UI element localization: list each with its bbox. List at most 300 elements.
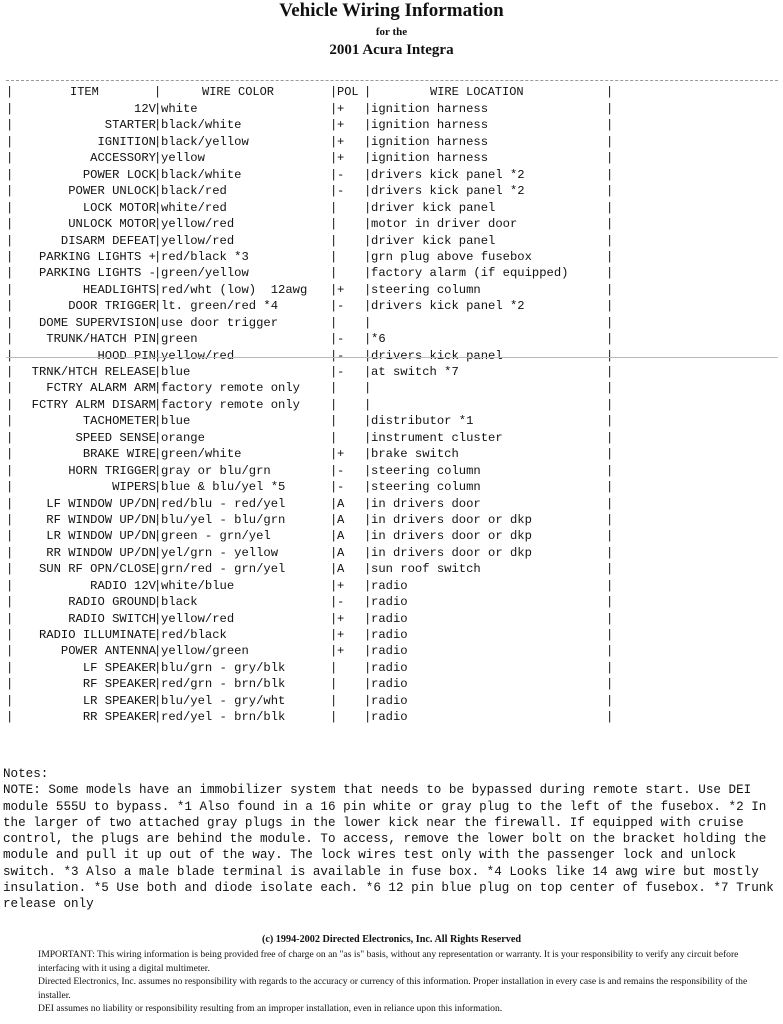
table-row [0,594,783,610]
row-wire-location: driver kick panel [371,233,496,248]
row-item: ACCESSORY [90,151,156,166]
row-polarity: + [337,134,345,149]
row-item: HOOD PIN [97,348,156,363]
row-wire-location: in drivers door or dkp [371,545,532,560]
row-wire-color: black/white [161,118,242,133]
row-wire-color: red/grn - brn/blk [161,677,286,692]
row-wire-color: lt. green/red *4 [161,299,279,314]
row-separator: | [330,167,338,182]
row-separator: | [330,644,338,659]
row-separator: | [606,660,614,675]
row-separator: | [6,545,14,560]
row-separator: | [154,545,162,560]
row-wire-location: ignition harness [371,151,489,166]
row-separator: | [6,430,14,445]
row-separator: | [330,480,338,495]
row-wire-location: at switch *7 [371,365,459,379]
row-separator: | [364,348,372,363]
row-wire-color: red/wht (low) 12awg [161,282,308,297]
row-item: IGNITION [97,134,156,149]
row-wire-color: red/black *3 [161,249,249,264]
row-wire-color: green [161,332,198,347]
row-separator: | [606,348,614,363]
page-subtitle: for the [375,26,408,38]
row-separator: | [6,496,14,511]
row-item: FCTRY ALRM DISARM [31,397,156,412]
row-separator: | [364,578,372,593]
row-separator: | [6,644,14,659]
row-separator: | [330,315,338,330]
row-separator: | [6,348,14,363]
row-separator: | [6,200,14,215]
row-separator: | [364,151,372,166]
row-wire-location: steering column [371,282,481,297]
row-polarity: + [337,628,345,642]
table-row [0,200,783,216]
row-separator: | [364,118,372,133]
row-separator: | [154,249,162,264]
row-separator: | [364,365,372,379]
row-separator: | [6,266,14,281]
row-separator: | [154,332,162,347]
row-separator: | [154,365,162,379]
row-polarity: - [337,480,345,495]
row-separator: | [330,217,338,232]
row-separator: | [330,299,338,314]
table-row [0,380,783,396]
row-wire-location: in drivers door or dkp [371,512,532,527]
row-separator: | [606,480,614,495]
col-separator: | [154,85,162,99]
row-separator: | [154,496,162,511]
row-wire-color: yellow [161,151,205,166]
row-separator: | [154,660,162,675]
row-separator: | [364,397,372,412]
row-separator: | [606,184,614,199]
row-item: LF WINDOW UP/DN [46,496,156,511]
row-separator: | [6,118,14,133]
table-row [0,117,783,133]
row-separator: | [330,545,338,560]
disclaimer-important: IMPORTANT: This wiring information is being provided free of charge on an "as is" basis, without any representation or warranty. It is your responsibility to verify any circuit before interfacing with it using a digital multimeter. [38,949,739,974]
row-wire-location: drivers kick panel *2 [371,299,525,314]
row-separator: | [154,529,162,544]
row-separator: | [6,562,14,577]
row-separator: | [364,414,372,429]
row-separator: | [330,365,338,379]
row-wire-color: green - grn/yel [161,529,271,544]
row-wire-location: drivers kick panel *2 [371,184,525,199]
row-wire-location: *6 [371,332,386,347]
row-separator: | [606,545,614,560]
row-separator: | [606,562,614,577]
row-wire-color: blue [161,414,191,429]
row-separator: | [6,332,14,347]
table-row [0,627,783,643]
row-polarity: - [337,332,345,347]
row-separator: | [6,365,14,379]
row-separator: | [606,200,614,215]
table-row [0,413,783,429]
row-separator: | [154,266,162,281]
row-separator: | [154,118,162,133]
row-separator: | [364,282,372,297]
table-row [0,545,783,561]
row-item: SUN RF OPN/CLOSE [38,562,156,577]
row-item: RADIO 12V [90,578,156,593]
row-separator: | [154,677,162,692]
row-separator: | [364,233,372,248]
row-separator: | [6,233,14,248]
row-separator: | [6,299,14,314]
row-separator: | [330,134,338,149]
row-item: RADIO SWITCH [68,611,156,626]
disclaimer-liability: DEI assumes no liability or responsibility resulting from an improper installation, even in reliance upon this information. [38,1003,503,1015]
row-separator: | [6,677,14,692]
row-separator: | [330,512,338,527]
row-separator: | [364,200,372,215]
row-polarity: + [337,151,345,166]
row-separator: | [154,693,162,708]
disclaimer [38,948,778,1016]
page-title: Vehicle Wiring Information [279,0,504,21]
row-separator: | [154,233,162,248]
row-separator: | [6,151,14,166]
row-separator: | [6,578,14,593]
row-separator: | [606,693,614,708]
row-separator: | [154,480,162,495]
row-item: DOME SUPERVISION [38,315,156,330]
row-separator: | [6,381,14,396]
table-row [0,512,783,528]
row-polarity: + [337,611,345,626]
row-separator: | [364,266,372,281]
table-row [0,282,783,298]
row-separator: | [330,397,338,412]
row-separator: | [330,693,338,708]
row-separator: | [6,512,14,527]
row-separator: | [606,463,614,478]
row-separator: | [330,677,338,692]
row-item: TRUNK/HATCH PIN [46,332,156,347]
row-polarity: - [337,348,345,363]
row-wire-color: white [161,102,198,116]
row-wire-color: blue & blu/yel *5 [161,480,286,495]
row-wire-location: steering column [371,480,481,495]
row-polarity: + [337,578,345,593]
row-wire-color: use door trigger [161,315,279,330]
row-separator: | [6,217,14,232]
row-separator: | [154,710,162,725]
row-item: DISARM DEFEAT [60,233,156,248]
row-item: LR WINDOW UP/DN [46,529,156,544]
row-wire-color: black/yellow [161,134,249,149]
row-wire-location: brake switch [371,447,459,462]
row-separator: | [364,677,372,692]
table-row [0,463,783,479]
row-wire-location: radio [371,644,408,659]
row-separator: | [330,595,338,610]
table-row [0,528,783,544]
row-wire-location: driver kick panel [371,200,496,215]
row-wire-color: gray or blu/grn [161,463,271,478]
table-row [0,693,783,709]
row-separator: | [154,282,162,297]
row-separator: | [6,134,14,149]
row-wire-color: red/black [161,628,227,642]
table-row [0,364,783,380]
row-separator: | [364,332,372,347]
table-header [0,85,783,101]
col-separator: | [364,85,372,99]
row-wire-color: green/yellow [161,266,249,281]
row-item: RF SPEAKER [82,677,156,692]
row-separator: | [606,644,614,659]
notes-section [3,766,781,913]
row-separator: | [154,628,162,642]
row-separator: | [330,463,338,478]
row-wire-color: grn/red - grn/yel [161,562,286,577]
row-wire-color: red/yel - brn/blk [161,710,286,725]
row-wire-location: radio [371,660,408,675]
row-separator: | [154,102,162,116]
col-separator: | [606,85,614,99]
row-separator: | [606,217,614,232]
col-header-wire-color: WIRE COLOR [202,85,275,99]
row-separator: | [154,348,162,363]
row-wire-location: sun roof switch [371,562,481,577]
row-item: LOCK MOTOR [82,200,156,215]
row-separator: | [154,200,162,215]
table-row [0,496,783,512]
row-separator: | [606,381,614,396]
table-row [0,643,783,659]
row-separator: | [6,463,14,478]
table-row [0,348,783,364]
row-separator: | [364,562,372,577]
row-wire-location: in drivers door [371,496,481,511]
col-header-wire-location: WIRE LOCATION [430,85,524,99]
top-divider [6,80,778,81]
row-separator: | [154,167,162,182]
row-separator: | [330,562,338,577]
row-item: LR SPEAKER [82,693,156,708]
row-wire-color: factory remote only [161,397,300,412]
row-separator: | [606,249,614,264]
row-separator: | [606,496,614,511]
row-separator: | [330,118,338,133]
row-separator: | [364,545,372,560]
row-separator: | [6,628,14,642]
row-separator: | [154,595,162,610]
table-row [0,479,783,495]
row-item: RADIO GROUND [68,595,156,610]
table-row [0,101,783,117]
row-separator: | [330,348,338,363]
row-wire-location: radio [371,677,408,692]
table-row [0,265,783,281]
row-separator: | [330,332,338,347]
row-polarity: A [337,562,345,577]
row-wire-color: blue [161,365,191,379]
row-separator: | [606,315,614,330]
row-wire-color: factory remote only [161,381,300,396]
row-separator: | [364,134,372,149]
table-row [0,298,783,314]
row-separator: | [606,578,614,593]
row-separator: | [6,611,14,626]
row-separator: | [154,447,162,462]
row-separator: | [6,693,14,708]
row-separator: | [154,562,162,577]
row-separator: | [330,200,338,215]
row-separator: | [154,381,162,396]
row-separator: | [154,463,162,478]
row-separator: | [364,430,372,445]
row-separator: | [330,151,338,166]
row-wire-color: blu/yel - blu/grn [161,512,286,527]
row-separator: | [606,430,614,445]
row-separator: | [6,249,14,264]
table-row [0,150,783,166]
row-separator: | [330,660,338,675]
row-wire-location: ignition harness [371,134,489,149]
row-polarity: - [337,167,345,182]
row-separator: | [364,710,372,725]
row-item: SPEED SENSE [75,430,156,445]
fold-line [6,357,778,358]
row-polarity: + [337,118,345,133]
table-row [0,167,783,183]
table-row [0,249,783,265]
row-separator: | [154,217,162,232]
col-separator: | [330,85,338,99]
row-item: PARKING LIGHTS + [38,249,156,264]
row-separator: | [606,167,614,182]
row-wire-color: yellow/red [161,233,235,248]
row-item: WIPERS [112,480,156,495]
row-separator: | [606,118,614,133]
row-separator: | [606,266,614,281]
row-separator: | [330,414,338,429]
row-wire-color: white/blue [161,578,235,593]
row-separator: | [364,167,372,182]
row-separator: | [330,381,338,396]
row-separator: | [364,595,372,610]
row-separator: | [330,578,338,593]
row-separator: | [606,151,614,166]
row-separator: | [364,644,372,659]
row-separator: | [6,315,14,330]
row-separator: | [6,167,14,182]
row-separator: | [606,397,614,412]
table-row [0,216,783,232]
row-polarity: A [337,529,345,544]
row-wire-location: radio [371,595,408,610]
row-wire-location: radio [371,611,408,626]
row-separator: | [154,315,162,330]
disclaimer-responsibility: Directed Electronics, Inc. assumes no responsibility with regards to the accuracy or currency of this information. Proper installation in every case is and remains the responsibility of the installer. [38,976,748,1001]
row-separator: | [154,611,162,626]
row-separator: | [6,480,14,495]
row-separator: | [330,266,338,281]
row-wire-location: factory alarm (if equipped) [371,266,569,281]
row-polarity: - [337,463,345,478]
row-separator: | [364,628,372,642]
row-wire-location: radio [371,693,408,708]
row-item: TRNK/HTCH RELEASE [31,365,156,379]
row-separator: | [6,447,14,462]
row-polarity: + [337,282,345,297]
row-separator: | [364,660,372,675]
row-separator: | [364,496,372,511]
table-row [0,315,783,331]
row-separator: | [330,233,338,248]
row-polarity: - [337,184,345,199]
row-separator: | [364,693,372,708]
row-separator: | [606,299,614,314]
row-separator: | [154,134,162,149]
row-wire-location: radio [371,578,408,593]
table-row [0,561,783,577]
table-row [0,331,783,347]
row-item: POWER ANTENNA [60,644,156,659]
table-row [0,233,783,249]
row-polarity: + [337,644,345,659]
row-item: BRAKE WIRE [82,447,156,462]
table-row [0,676,783,692]
row-separator: | [330,710,338,725]
row-separator: | [364,512,372,527]
table-row [0,578,783,594]
col-header-item: ITEM [70,85,99,99]
row-separator: | [364,217,372,232]
row-separator: | [330,628,338,642]
row-separator: | [606,677,614,692]
row-separator: | [330,282,338,297]
row-separator: | [330,611,338,626]
row-wire-color: yel/grn - yellow [161,545,279,560]
row-polarity: A [337,545,345,560]
row-item: RR SPEAKER [82,710,156,725]
table-row [0,611,783,627]
row-separator: | [154,414,162,429]
row-separator: | [364,249,372,264]
row-separator: | [6,595,14,610]
row-separator: | [330,184,338,199]
row-item: UNLOCK MOTOR [68,217,156,232]
row-separator: | [364,463,372,478]
row-polarity: + [337,447,345,462]
row-separator: | [154,512,162,527]
row-separator: | [606,628,614,642]
row-separator: | [154,184,162,199]
row-separator: | [364,447,372,462]
row-separator: | [6,184,14,199]
row-separator: | [6,660,14,675]
row-separator: | [154,644,162,659]
row-wire-color: green/white [161,447,242,462]
row-separator: | [364,381,372,396]
notes-text: NOTE: Some models have an immobilizer system that needs to be bypassed during remote start. Use DEI module 555U to bypass. *1 Also found in a 16 pin white or gray plug to the left of the fusebox. *2 In the larger of two attached gray plugs in the lower kick near the firewall. If equipped with cruise control, the plugs are behind the module. To access, remove the lower bolt on the bracket holding the module and pull it up out of the way. The lock wires test only with the passenger lock and unlock switch. *3 Also a male blade terminal is available in fuse box. *4 Looks like 14 awg wire but mostly insulation. *5 Use both and diode isolate each. *6 12 pin blue plug on top center of fusebox. *7 Trunk release only [3,783,774,912]
table-row [0,134,783,150]
row-separator: | [330,496,338,511]
row-separator: | [606,233,614,248]
col-separator: | [6,85,14,99]
row-polarity: - [337,299,345,314]
vehicle-name: 2001 Acura Integra [329,42,454,58]
col-header-polarity: POL [337,85,359,99]
